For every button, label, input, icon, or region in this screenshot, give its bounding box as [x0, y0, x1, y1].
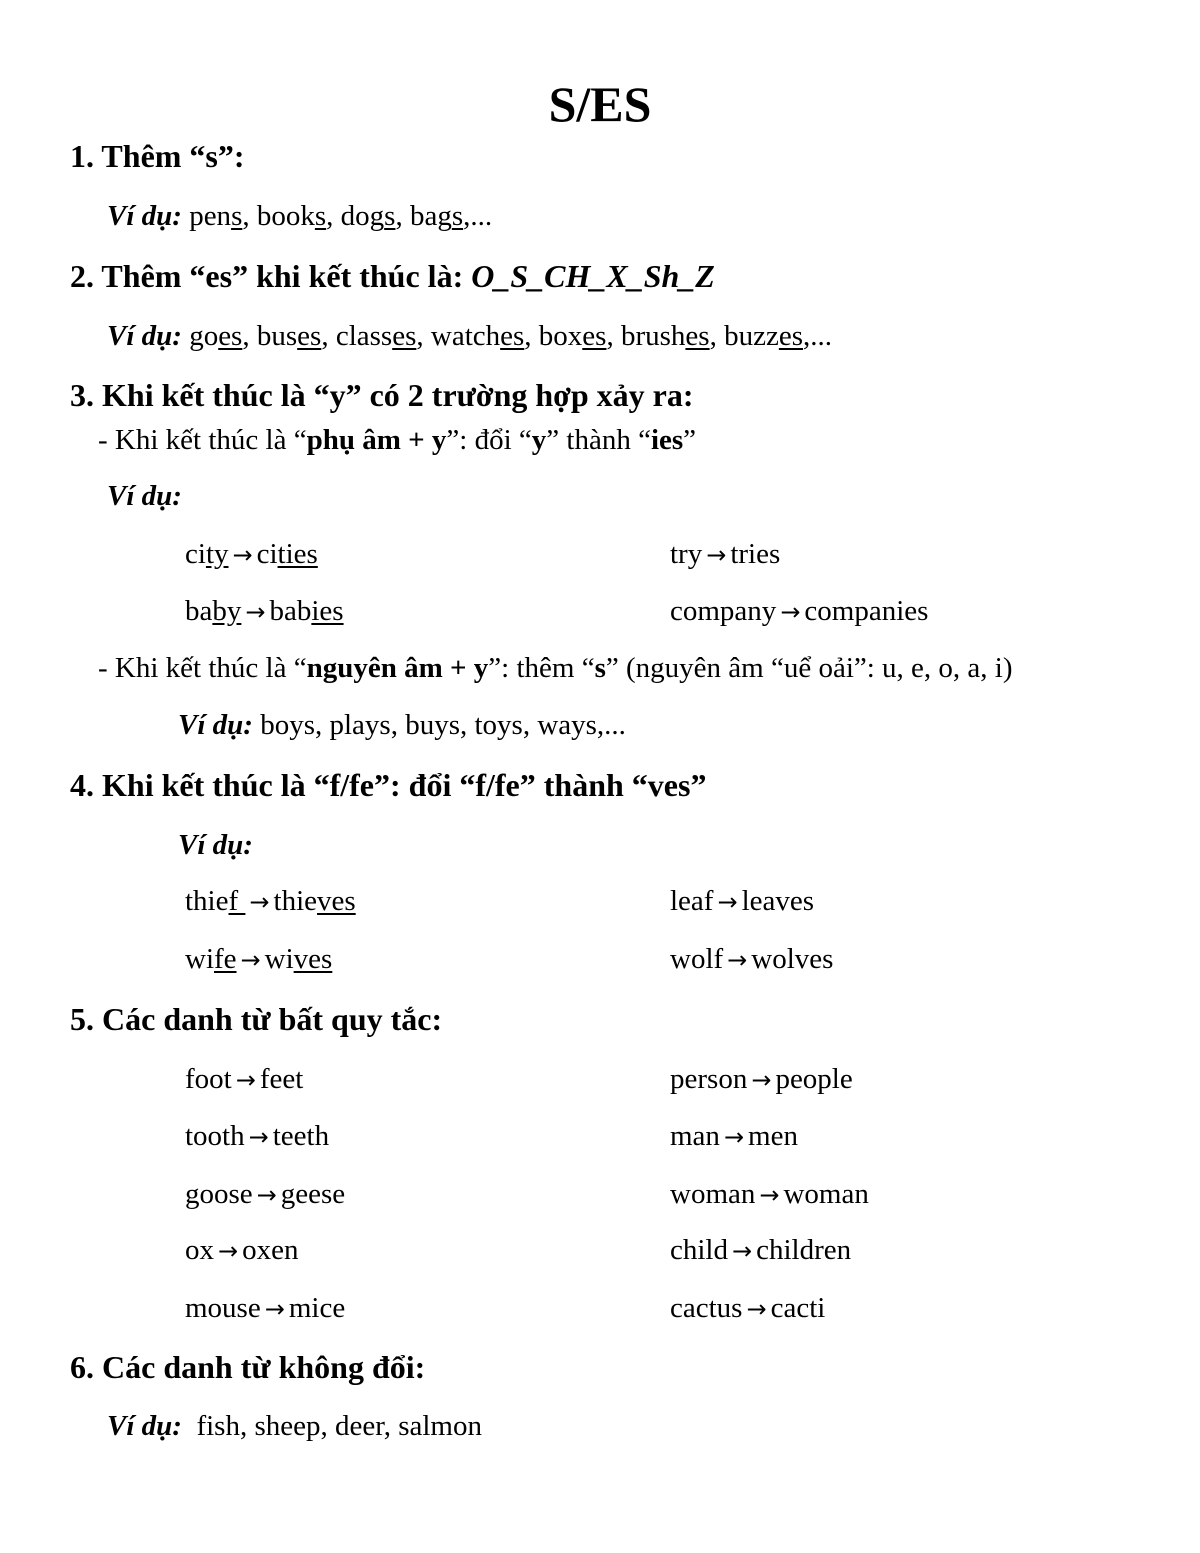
arrow-icon: → — [727, 946, 748, 974]
section-5-heading: 5. Các danh từ bất quy tắc: — [70, 1001, 443, 1037]
arrow-icon: → — [245, 598, 266, 626]
irregular-pair: goose → geese — [185, 1176, 345, 1213]
section-3-examples-2: Ví dụ: boys, plays, buys, toys, ways,... — [178, 709, 626, 741]
irregular-pair: woman → woman — [670, 1176, 869, 1213]
section-4-heading: 4. Khi kết thúc là “f/fe”: đổi “f/fe” thành “ves” — [70, 767, 707, 803]
section-3-heading: 3. Khi kết thúc là “y” có 2 trường hợp xảy ra: — [70, 377, 694, 413]
arrow-icon: → — [746, 1295, 767, 1323]
section-6-heading: 6. Các danh từ không đổi: — [70, 1349, 426, 1385]
irregular-pair: man → men — [670, 1118, 798, 1155]
arrow-icon: → — [218, 1237, 239, 1265]
arrow-icon: → — [235, 1066, 256, 1094]
section-1-heading: 1. Thêm “s”: — [70, 138, 245, 174]
pair-baby: baby → babies — [185, 593, 344, 630]
arrow-icon: → — [751, 1066, 772, 1094]
pair-wolf: wolf → wolves — [670, 941, 833, 978]
arrow-icon: → — [717, 888, 738, 916]
section-2-heading: 2. Thêm “es” khi kết thúc là: O_S_CH_X_Sh_Z — [70, 258, 715, 294]
example-label: Ví dụ: — [107, 1410, 182, 1442]
section-2-examples: Ví dụ: goes, buses, classes, watches, boxes, brushes, buzzes,... — [107, 320, 833, 352]
irregular-pair: person → people — [670, 1061, 853, 1098]
section-3-rule-2: - Khi kết thúc là “nguyên âm + y”: thêm “s” (nguyên âm “uể oải”: u, e, o, a, i) — [98, 652, 1013, 684]
arrow-icon: → — [780, 598, 801, 626]
pair-city: city → cities — [185, 536, 318, 573]
page-title: S/ES — [548, 76, 652, 132]
section-1-examples: Ví dụ: pens, books, dogs, bags,... — [107, 200, 493, 232]
pair-leaf: leaf → leaves — [670, 883, 814, 920]
example-label: Ví dụ: — [178, 709, 253, 741]
example-label: Ví dụ: — [107, 320, 182, 352]
arrow-icon: → — [732, 1237, 753, 1265]
example-label: Ví dụ: — [107, 200, 182, 232]
pair-company: company → companies — [670, 593, 928, 630]
pair-thief: thief → thieves — [185, 883, 356, 920]
arrow-icon: → — [249, 888, 270, 916]
irregular-pair: ox → oxen — [185, 1232, 298, 1269]
section-3-rule-1: - Khi kết thúc là “phụ âm + y”: đổi “y” thành “ies” — [98, 424, 697, 456]
irregular-pair: foot → feet — [185, 1061, 303, 1098]
pair-wife: wife → wives — [185, 941, 332, 978]
arrow-icon: → — [723, 1123, 745, 1151]
arrow-icon: → — [706, 541, 727, 569]
arrow-icon: → — [256, 1181, 277, 1209]
arrow-icon: → — [232, 541, 253, 569]
pair-try: try → tries — [670, 536, 780, 573]
section-6-examples: Ví dụ: fish, sheep, deer, salmon — [107, 1410, 482, 1442]
arrow-icon: → — [248, 1123, 269, 1151]
irregular-pair: tooth → teeth — [185, 1118, 329, 1155]
arrow-icon: → — [759, 1181, 780, 1209]
section-2-endings: O_S_CH_X_Sh_Z — [471, 258, 715, 294]
example-label: Ví dụ: — [178, 829, 253, 861]
irregular-pair: mouse → mice — [185, 1290, 345, 1327]
arrow-icon: → — [240, 946, 261, 974]
irregular-pair: child → children — [670, 1232, 851, 1269]
example-label: Ví dụ: — [107, 480, 182, 512]
irregular-pair: cactus → cacti — [670, 1290, 825, 1327]
arrow-icon: → — [264, 1295, 285, 1323]
